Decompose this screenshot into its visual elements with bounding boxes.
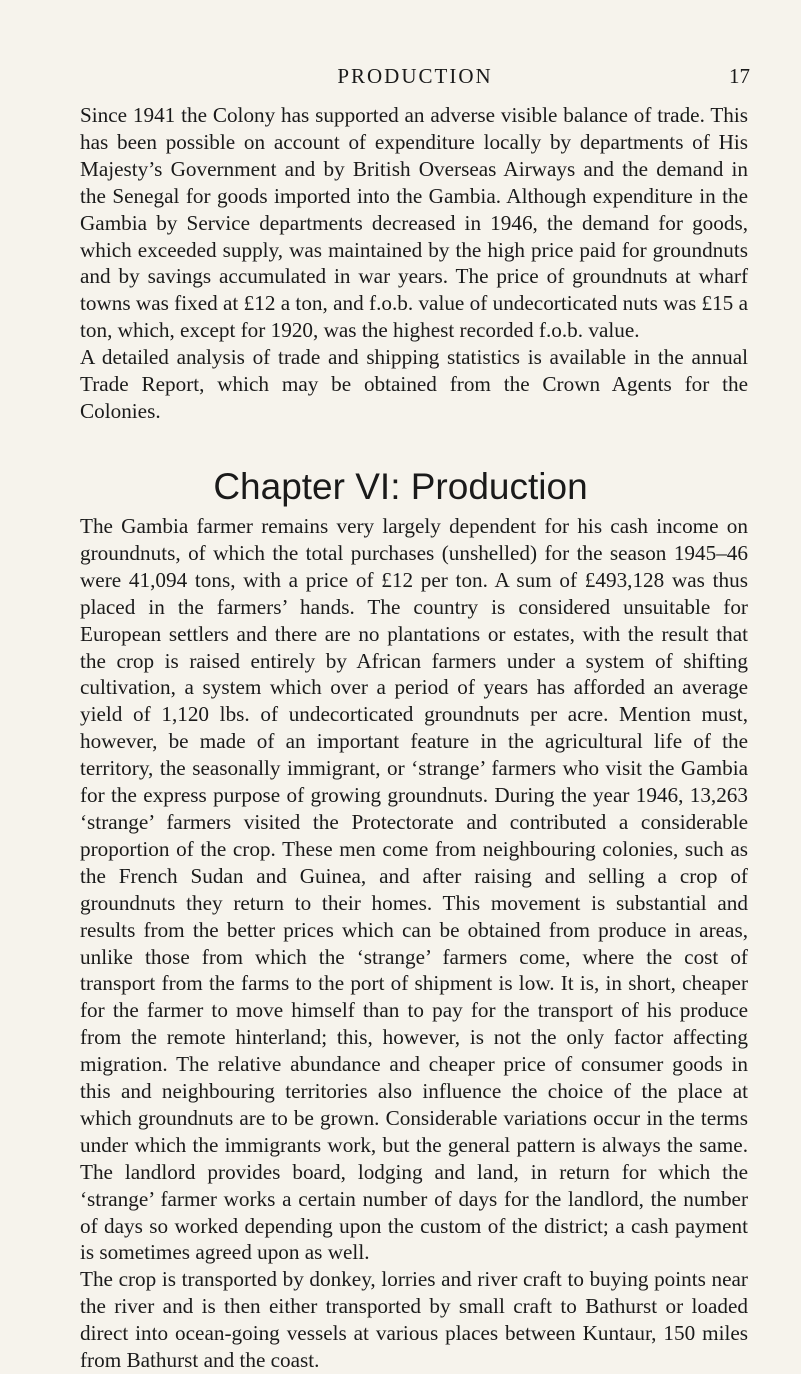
running-header <box>80 64 750 94</box>
paragraph-crop-transport: The crop is transported by donkey, lorries and river craft to buying points near the river and is then either transported by small craft to Bathurst or loaded direct into ocean-going vessels at various places between Kuntaur, 150 miles from Bathurst and the coast. <box>80 1267 748 1373</box>
production-section <box>80 513 748 1374</box>
paragraph-groundnut-farming: The Gambia farmer remains very largely dependent for his cash income on groundnuts, of which the total purchases (unshelled) for the season 1945–46 were 41,094 tons, with a price of £12 per ton. A sum of £493,128 was thus placed in the farmers’ hands. The country is considered unsuitable for European settlers and there are no plantations or estates, with the result that the crop is raised entirely by African farmers under a system of shifting cultivation, a system which over a period of years has afforded an average yield of 1,120 lbs. of undecorticated groundnuts per acre. Mention must, however, be made of an important feature in the agricultural life of the territory, the seasonally immigrant, or ‘strange’ farmers who visit the Gambia for the express purpose of growing groundnuts. During the year 1946, 13,263 ‘strange’ farmers visited the Protectorate and contributed a considerable proportion of the crop. These men come from neighbouring colonies, such as the French Sudan and Guinea, and after raising and selling a crop of groundnuts they return to their homes. This movement is substantial and results from the better prices which can be obtained from produce in areas, unlike those from which the ‘strange’ farmers come, where the cost of transport from the farms to the port of shipment is low. It is, in short, cheaper for the farmer to move himself than to pay for the transport of his produce from the remote hinterland; this, however, is not the only factor affecting migration. The relative abundance and cheaper price of consumer goods in this and neighbouring territories also influence the choice of the place at which groundnuts are to be grown. Considerable variations occur in the terms under which the immigrants work, but the general pattern is always the same. The landlord provides board, lodging and land, in return for which the ‘strange’ farmer works a certain number of days for the landlord, the number of days so worked depending upon the custom of the district; a cash payment is sometimes agreed upon as well. <box>80 514 748 1265</box>
paragraph-adverse-balance: Since 1941 the Colony has supported an adverse visible balance of trade. This has been possible on account of expenditure locally by departments of His Majesty’s Government and by British Overseas Airways and the demand in the Senegal for goods imported into the Gambia. Although expenditure in the Gambia by Service departments decreased in 1946, the demand for goods, which exceeded supply, was maintained by the high price paid for groundnuts and by savings accumulated in war years. The price of groundnuts at wharf towns was fixed at £12 a ton, and f.o.b. value of undecorticated nuts was £15 a ton, which, except for 1920, was the highest recorded f.o.b. value. <box>80 103 748 343</box>
paragraph-trade-report: A detailed analysis of trade and shipping statistics is available in the annual Trade Report, which may be obtained from the Crown Agents for the Colonies. <box>80 345 748 423</box>
page-number: 17 <box>729 64 750 88</box>
trade-section <box>80 102 748 425</box>
chapter-heading: Chapter VI: Production <box>213 466 588 507</box>
running-title: PRODUCTION <box>337 64 493 88</box>
